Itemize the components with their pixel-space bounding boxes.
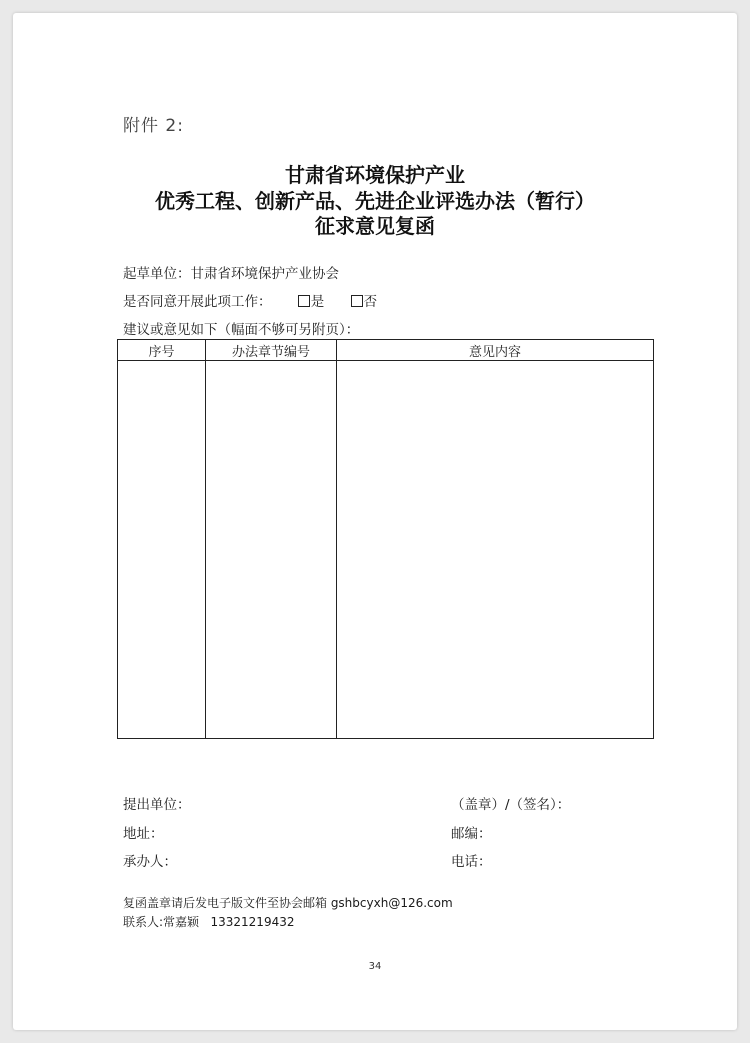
handler-label: 承办人：	[123, 854, 177, 870]
contact-line	[123, 913, 294, 930]
submitting-unit-label: 提出单位：	[123, 797, 191, 813]
suggestions-label: 建议或意见如下（幅面不够可另附页）：	[123, 322, 360, 338]
title-line-3: 征求意见复函	[315, 214, 435, 238]
option-yes[interactable]	[298, 294, 325, 310]
page-number: 34	[368, 961, 382, 972]
agree-question-line	[123, 290, 377, 310]
phone-label: 电话：	[451, 854, 492, 870]
address-label: 地址：	[123, 826, 164, 842]
header-serial-number: 序号	[118, 340, 206, 361]
contact-phone: 13321219432	[210, 915, 295, 929]
option-yes-label: 是	[310, 294, 325, 310]
checkbox-yes[interactable]	[298, 295, 310, 307]
contact-person: 联系人:常嘉颖	[123, 915, 200, 929]
opinion-content-cell[interactable]	[337, 361, 654, 739]
document-page	[13, 13, 737, 1030]
option-no[interactable]	[351, 294, 378, 310]
attachment-label: 附件 2:	[123, 116, 184, 136]
postcode-label: 邮编：	[451, 826, 492, 842]
section-number-cell[interactable]	[206, 361, 337, 739]
table-row	[118, 361, 654, 739]
header-section-number: 办法章节编号	[206, 340, 337, 361]
checkbox-no[interactable]	[351, 295, 363, 307]
drafting-unit-value: 甘肃省环境保护产业协会	[190, 266, 339, 282]
email-note: 复函盖章请后发电子版文件至协会邮箱 gshbcyxh@126.com	[123, 896, 453, 910]
serial-number-cell[interactable]	[118, 361, 206, 739]
agree-question-label: 是否同意开展此项工作：	[123, 294, 272, 310]
opinion-table	[117, 339, 654, 739]
table-header-row	[118, 340, 654, 361]
option-no-label: 否	[363, 294, 378, 310]
drafting-unit-label: 起草单位：	[123, 266, 191, 282]
header-opinion-content: 意见内容	[337, 340, 654, 361]
title-line-1: 甘肃省环境保护产业	[285, 163, 465, 187]
drafting-unit-line	[123, 262, 339, 282]
title-line-2: 优秀工程、创新产品、先进企业评选办法（暂行）	[155, 189, 595, 213]
seal-sign-label: （盖章）/（签名）：	[451, 797, 571, 813]
